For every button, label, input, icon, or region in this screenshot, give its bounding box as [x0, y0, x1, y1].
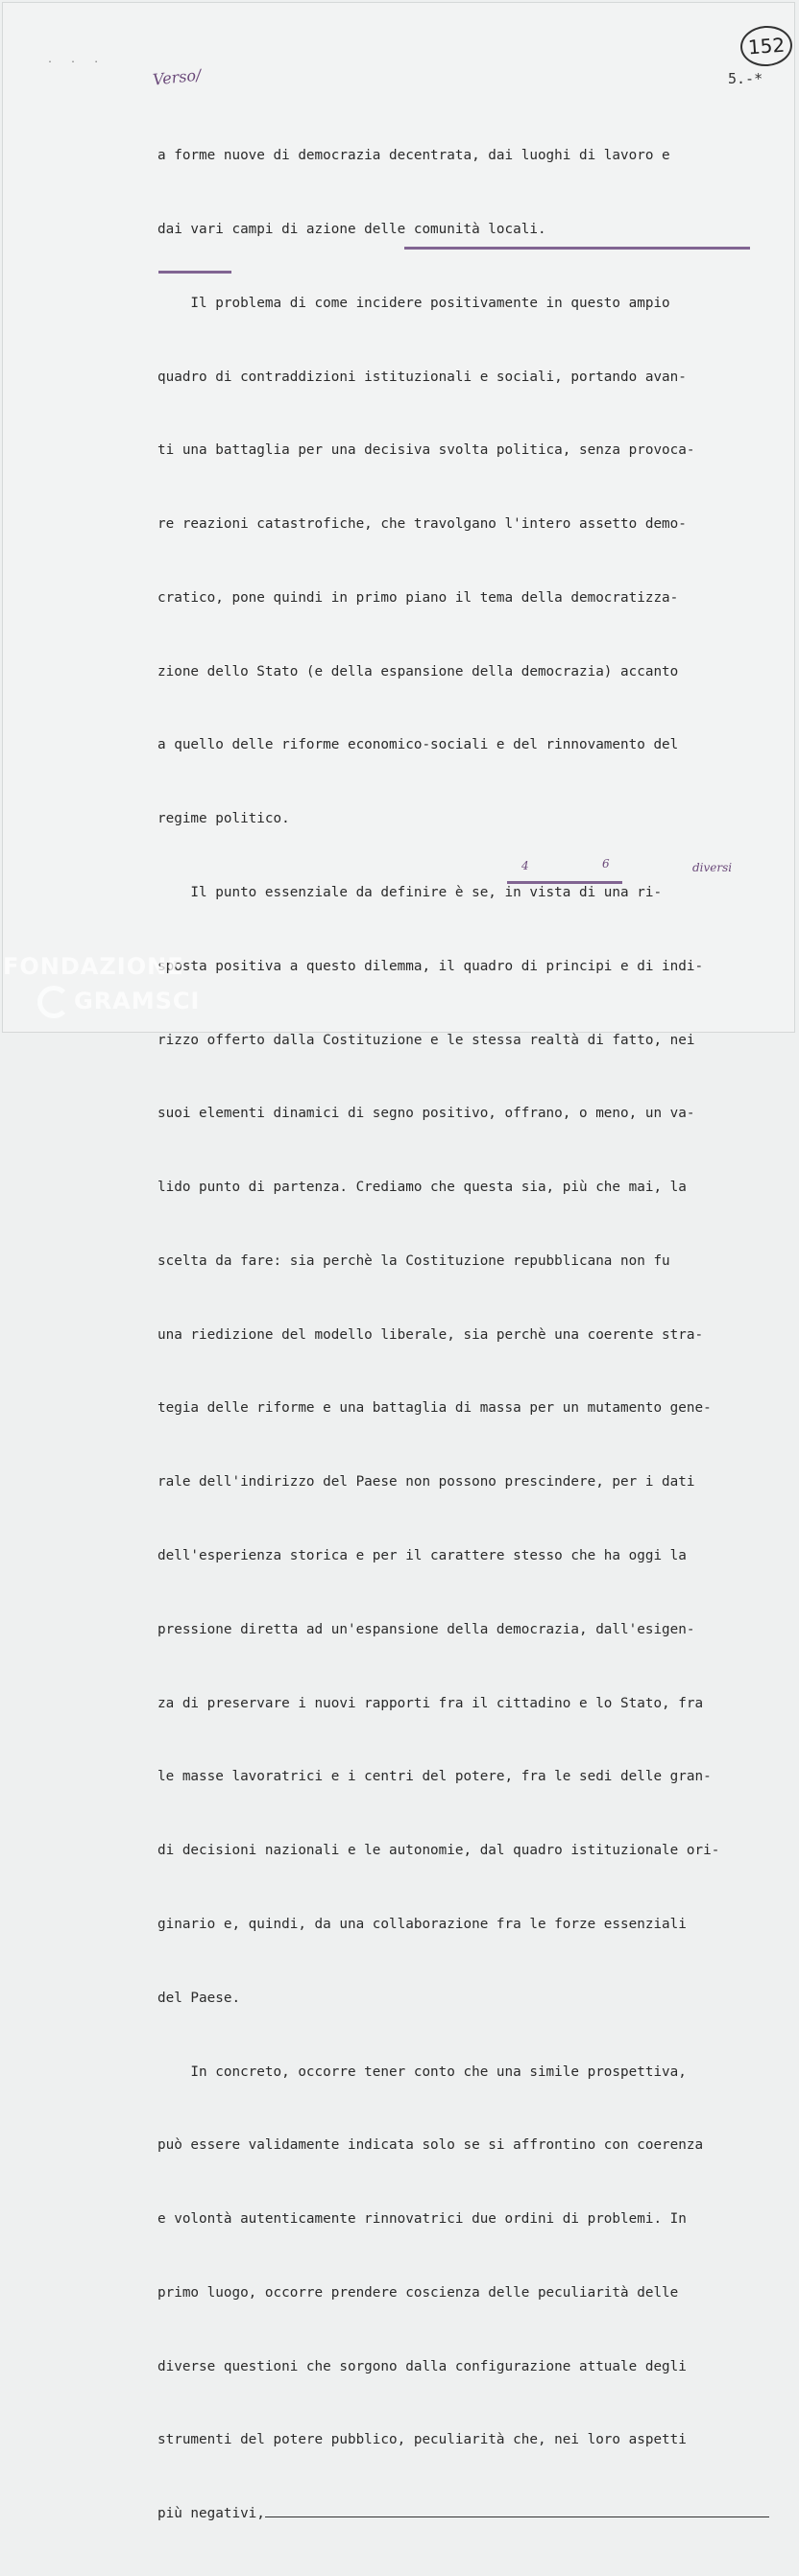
archive-stamp-number: 152: [739, 24, 794, 68]
text-line: a quello delle riforme economico-sociali e del rinnovamento del: [157, 737, 679, 753]
watermark-line1: FONDAZIONE: [3, 953, 184, 980]
text-line-last-content: più negativi,: [157, 2506, 265, 2522]
text-line: zione dello Stato (e della espansione della democrazia) accanto: [157, 663, 679, 680]
text-line: diverse questioni che sorgono dalla configurazione attuale degli: [157, 2358, 687, 2374]
text-line: Il punto essenziale da definire è se, in vista di una ri-: [157, 885, 663, 900]
watermark-logo: [3, 949, 200, 1018]
text-line: quadro di contraddizioni istituzionali e sociali, portando avan-: [157, 369, 687, 385]
fill-in-rule: [265, 2505, 769, 2517]
margin-dots: . . .: [47, 55, 106, 65]
page-number: 5.-*: [728, 70, 763, 87]
watermark-line2: [3, 984, 200, 1018]
text-line: a forme nuove di democrazia decentrata, dai luoghi di lavoro e: [157, 148, 670, 164]
text-line: pressione diretta ad un'espansione della democrazia, dall'esigen-: [157, 1621, 695, 1637]
text-line: regime politico.: [157, 811, 290, 827]
text-line: ginario e, quindi, da una collaborazione fra le forze essenziali: [157, 1916, 687, 1932]
text-line: re reazioni catastrofiche, che travolgano l'intero assetto demo-: [157, 516, 687, 533]
text-line: una riedizione del modello liberale, sia perchè una coerente stra-: [157, 1326, 704, 1343]
text-line: In concreto, occorre tener conto che una simile prospettiva,: [157, 2063, 687, 2080]
text-line: può essere validamente indicata solo se si affrontino con coerenza: [157, 2137, 704, 2154]
text-line: tegia delle riforme e una battaglia di massa per un mutamento gene-: [157, 1400, 712, 1417]
text-line-last: [157, 2502, 791, 2527]
text-line: rizzo offerto dalla Costituzione e le stessa realtà di fatto, nei: [157, 1032, 695, 1048]
text-line: ti una battaglia per una decisiva svolta politica, senza provoca-: [157, 442, 695, 459]
text-line: le masse lavoratrici e i centri del potere, fra le sedi delle gran-: [157, 1769, 712, 1785]
text-line: scelta da fare: sia perchè la Costituzione repubblicana non fu: [157, 1252, 670, 1269]
text-line: e volontà autenticamente rinnovatrici due ordini di problemi. In: [157, 2211, 687, 2228]
text-line: cratico, pone quindi in primo piano il tema della democratizza-: [157, 589, 679, 606]
handwritten-margin-note: Verso/: [152, 65, 203, 89]
handwritten-insert-word: diversi: [692, 861, 733, 874]
g-logo-icon: [37, 986, 70, 1018]
strike-through-mark: [158, 271, 231, 274]
text-line: dai vari campi di azione delle comunità locali.: [157, 221, 546, 237]
typed-text-body: [157, 95, 791, 2576]
text-line: Il problema di come incidere positivamente in questo ampio: [157, 295, 670, 311]
text-line: lido punto di partenza. Crediamo che questa sia, più che mai, la: [157, 1180, 687, 1196]
text-line: sposta positiva a questo dilemma, il quadro di principi e di indi-: [157, 958, 704, 974]
text-line: di decisioni nazionali e le autonomie, dal quadro istituzionale ori-: [157, 1843, 720, 1859]
text-line: suoi elementi dinamici di segno positivo, offrano, o meno, un va-: [157, 1106, 695, 1122]
text-line: rale dell'indirizzo del Paese non possono prescindere, per i dati: [157, 1474, 695, 1491]
text-line: del Paese.: [157, 1990, 241, 2006]
handwritten-insert-number: 6: [602, 857, 610, 871]
strike-through-mark: [404, 247, 750, 250]
text-line: dell'esperienza storica e per il carattere stesso che ha oggi la: [157, 1548, 687, 1564]
handwritten-insert-number: 4: [521, 859, 529, 872]
text-line: strumenti del potere pubblico, peculiarità che, nei loro aspetti: [157, 2432, 687, 2448]
text-line: za di preservare i nuovi rapporti fra il cittadino e lo Stato, fra: [157, 1695, 704, 1711]
watermark-line2-text: GRAMSCI: [74, 988, 201, 1014]
text-line: primo luogo, occorre prendere coscienza delle peculiarità delle: [157, 2284, 679, 2301]
document-page: [2, 2, 795, 2522]
strike-through-mark: [507, 881, 622, 884]
